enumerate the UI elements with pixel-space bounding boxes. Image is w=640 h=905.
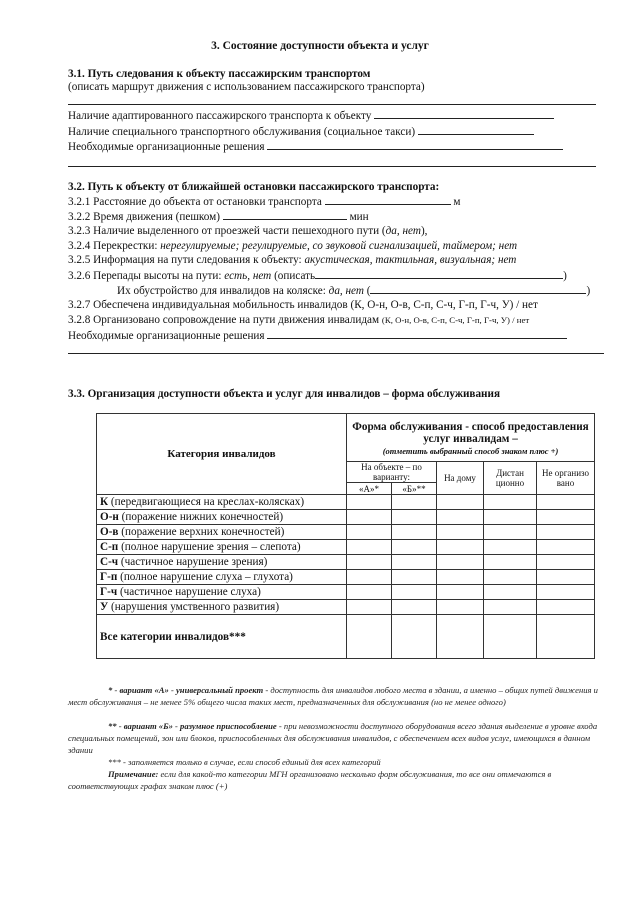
crossings-line <box>68 239 517 253</box>
adapted-transport-line <box>68 108 554 123</box>
distance-label: 3.2.1 Расстояние до объекта от остановки транспорта <box>68 196 322 208</box>
category-desc: (частичное нарушение слуха) <box>117 586 261 598</box>
org-decisions-2-label: Необходимые организационные решения <box>68 330 265 342</box>
cell-not-organized[interactable] <box>537 525 595 540</box>
pedestrian-path-options[interactable]: да, нет <box>385 225 421 237</box>
cell-a[interactable] <box>347 615 392 659</box>
crossings-label: 3.2.4 Перекрестки: <box>68 240 161 252</box>
cell-remote[interactable] <box>484 525 537 540</box>
escort-line <box>68 313 529 327</box>
table-row <box>97 555 595 570</box>
org-decisions-2-field[interactable] <box>267 328 567 339</box>
cell-not-organized[interactable] <box>537 540 595 555</box>
note-variant-b <box>68 720 606 756</box>
walk-time-line <box>68 209 369 224</box>
wheelchair-arrangement-options[interactable]: да, нет <box>328 285 364 297</box>
form-note: (отметить выбранный способ знаком плюс +) <box>382 445 559 456</box>
on-object-header: На объекте – по варианту: <box>347 462 437 483</box>
table-row <box>97 540 595 555</box>
cell-not-organized[interactable] <box>537 585 595 600</box>
height-drops-options[interactable]: есть, нет <box>224 270 272 282</box>
category-code: С-ч <box>100 556 119 568</box>
distance-field[interactable] <box>325 194 451 205</box>
cell-home[interactable] <box>437 555 484 570</box>
height-drops-line <box>68 268 567 283</box>
section-3-2-heading: 3.2. Путь к объекту от ближайшей остановки пассажирского транспорта: <box>68 181 440 193</box>
cell-a[interactable] <box>347 600 392 615</box>
adapted-transport-label: Наличие адаптированного пассажирского транспорта к объекту <box>68 110 372 122</box>
cell-remote[interactable] <box>484 585 537 600</box>
cell-not-organized[interactable] <box>537 495 595 510</box>
org-decisions-2-line <box>68 328 567 343</box>
cell-b[interactable] <box>392 615 437 659</box>
cell-home[interactable] <box>437 510 484 525</box>
table-row <box>97 585 595 600</box>
category-code: К <box>100 496 109 508</box>
category-cell <box>97 570 347 585</box>
cell-a[interactable] <box>347 525 392 540</box>
org-decisions-line <box>68 139 563 154</box>
category-desc: (полное нарушение слуха – глухота) <box>117 571 293 583</box>
note-remark-text: если для какой-то категории МГН организовано несколько форм обслуживания, то все они отмечаются в соответствующих графах знаком плюс (+) <box>68 769 552 791</box>
cell-b[interactable] <box>392 540 437 555</box>
route-info-options[interactable]: акустическая, тактильная, визуальная; нет <box>304 254 517 266</box>
note-variant-a-text: - доступность для инвалидов любого места в здании, а именно – общих путей движения и мест обслуживания – не менее 5% общего числа таких мест, предназначенных для обслуживания (но не менее одного) <box>68 685 598 707</box>
cell-home[interactable] <box>437 570 484 585</box>
category-desc: (нарушения умственного развития) <box>108 601 280 613</box>
form-header <box>347 414 595 462</box>
crossings-options[interactable]: нерегулируемые; регулируемые, со звуковой сигнализацией, таймером; нет <box>160 240 518 252</box>
pedestrian-path-close: ), <box>420 225 428 237</box>
category-code: О-в <box>100 526 119 538</box>
cell-home[interactable] <box>437 540 484 555</box>
cell-remote[interactable] <box>484 615 537 659</box>
note-variant-a-title: * - вариант «А» - универсальный проект <box>108 685 264 695</box>
note-variant-b-text: - при невозможности доступного оборудования всего здания выделение в уровне входа специальных помещений, зон или блоков, приспособленных для обслуживания инвалидов, с обеспечением всех видов услуг, имеющихся в данном здании <box>68 721 598 755</box>
cell-home[interactable] <box>437 585 484 600</box>
category-desc: (частичное нарушение зрения) <box>118 556 268 568</box>
cell-a[interactable] <box>347 570 392 585</box>
wheelchair-arrangement-line <box>117 283 590 298</box>
distance-line <box>68 194 461 209</box>
table-row <box>97 510 595 525</box>
cell-not-organized[interactable] <box>537 555 595 570</box>
cell-b[interactable] <box>392 555 437 570</box>
fill-line[interactable] <box>68 353 604 354</box>
category-code: О-н <box>100 511 119 523</box>
pedestrian-path-line <box>68 224 427 238</box>
category-cell <box>97 495 347 510</box>
category-header: Категория инвалидов <box>97 414 347 495</box>
special-transport-field[interactable] <box>418 124 534 135</box>
cell-remote[interactable] <box>484 570 537 585</box>
walk-time-field[interactable] <box>223 209 347 220</box>
cell-b[interactable] <box>392 600 437 615</box>
cell-home[interactable] <box>437 525 484 540</box>
note-remark <box>68 768 606 792</box>
category-code: Г-ч <box>100 586 118 598</box>
special-transport-label: Наличие специального транспортного обслуживания (социальное такси) <box>68 126 416 138</box>
cell-b[interactable] <box>392 510 437 525</box>
cell-b[interactable] <box>392 570 437 585</box>
height-drops-close: ) <box>563 270 567 282</box>
wheelchair-arrangement-field[interactable] <box>370 283 586 294</box>
route-info-line <box>68 253 516 267</box>
home-header: На дому <box>437 462 484 495</box>
org-decisions-label: Необходимые организационные решения <box>68 141 265 153</box>
cell-a[interactable] <box>347 540 392 555</box>
walk-time-unit: мин <box>349 211 369 223</box>
category-cell <box>97 600 347 615</box>
cell-b[interactable] <box>392 585 437 600</box>
cell-remote[interactable] <box>484 510 537 525</box>
cell-not-organized[interactable] <box>537 570 595 585</box>
category-code: Г-п <box>100 571 118 583</box>
category-code: У <box>100 601 109 613</box>
cell-a[interactable] <box>347 510 392 525</box>
form-header-text: Форма обслуживания - способ предоставления услуг инвалидам – <box>352 420 589 445</box>
fill-line[interactable] <box>68 166 596 167</box>
height-drops-field[interactable] <box>315 268 563 279</box>
service-form-table <box>96 413 595 659</box>
note-variant-a <box>68 684 606 708</box>
escort-options[interactable]: (К, О-н, О-в, С-п, С-ч, Г-п, Г-ч, У) / нет <box>381 315 530 325</box>
cell-not-organized[interactable] <box>537 600 595 615</box>
note-variant-b-title: ** - вариант «Б» - разумное приспособление <box>108 721 277 731</box>
cell-home[interactable] <box>437 495 484 510</box>
cell-not-organized[interactable] <box>537 510 595 525</box>
category-desc: (полное нарушение зрения – слепота) <box>118 541 301 553</box>
remote-header: Дистан ционно <box>484 462 537 495</box>
category-code: С-п <box>100 541 119 553</box>
cell-remote[interactable] <box>484 600 537 615</box>
cell-not-organized[interactable] <box>537 615 595 659</box>
category-cell <box>97 525 347 540</box>
section-title: 3. Состояние доступности объекта и услуг <box>211 40 429 52</box>
not-organized-header: Не организо вано <box>537 462 595 495</box>
variant-a-header: «А»* <box>347 483 392 495</box>
cell-a[interactable] <box>347 555 392 570</box>
category-cell <box>97 585 347 600</box>
category-desc: (передвигающиеся на креслах-колясках) <box>108 496 305 508</box>
cell-home[interactable] <box>437 600 484 615</box>
pedestrian-path-label: 3.2.3 Наличие выделенного от проезжей части пешеходного пути ( <box>68 225 386 237</box>
section-3-1-subheading: (описать маршрут движения с использованием пассажирского транспорта) <box>68 81 425 93</box>
wheelchair-arrangement-open: ( <box>363 285 371 297</box>
height-drops-label: 3.2.6 Перепады высоты на пути: <box>68 270 225 282</box>
note-single-method: *** - заполняется только в случае, если способ единый для всех категорий <box>108 757 381 767</box>
total-row-label: Все категории инвалидов*** <box>97 615 347 659</box>
cell-b[interactable] <box>392 495 437 510</box>
wheelchair-arrangement-close: ) <box>586 285 591 297</box>
table-row <box>97 570 595 585</box>
route-info-label: 3.2.5 Информация на пути следования к объекту: <box>68 254 305 266</box>
table-row <box>97 525 595 540</box>
cell-a[interactable] <box>347 495 392 510</box>
cell-remote[interactable] <box>484 540 537 555</box>
variant-b-header: «Б»** <box>392 483 437 495</box>
fill-line[interactable] <box>68 104 596 105</box>
special-transport-line <box>68 124 534 139</box>
table-row <box>97 600 595 615</box>
adapted-transport-field[interactable] <box>374 108 554 119</box>
cell-b[interactable] <box>392 525 437 540</box>
cell-a[interactable] <box>347 585 392 600</box>
height-drops-describe: (описать <box>271 270 316 282</box>
walk-time-label: 3.2.2 Время движения (пешком) <box>68 211 220 223</box>
cell-remote[interactable] <box>484 495 537 510</box>
cell-remote[interactable] <box>484 555 537 570</box>
section-3-1-heading: 3.1. Путь следования к объекту пассажирским транспортом <box>68 68 371 80</box>
wheelchair-arrangement-label: Их обустройство для инвалидов на коляске: <box>117 285 329 297</box>
mobility-line: 3.2.7 Обеспечена индивидуальная мобильность инвалидов (К, О-н, О-в, С-п, С-ч, Г-п, Г-ч, У) / нет <box>68 299 538 311</box>
table-row <box>97 495 595 510</box>
section-3-3-heading: 3.3. Организация доступности объекта и услуг для инвалидов – форма обслуживания <box>68 388 500 400</box>
category-desc: (поражение нижних конечностей) <box>118 511 284 523</box>
category-cell <box>97 510 347 525</box>
org-decisions-field[interactable] <box>267 139 563 150</box>
distance-unit: м <box>453 196 461 208</box>
category-cell <box>97 555 347 570</box>
escort-label: 3.2.8 Организовано сопровождение на пути движения инвалидам <box>68 314 382 326</box>
category-cell <box>97 540 347 555</box>
cell-home[interactable] <box>437 615 484 659</box>
note-remark-title: Примечание: <box>108 769 159 779</box>
category-desc: (поражение верхних конечностей) <box>118 526 285 538</box>
